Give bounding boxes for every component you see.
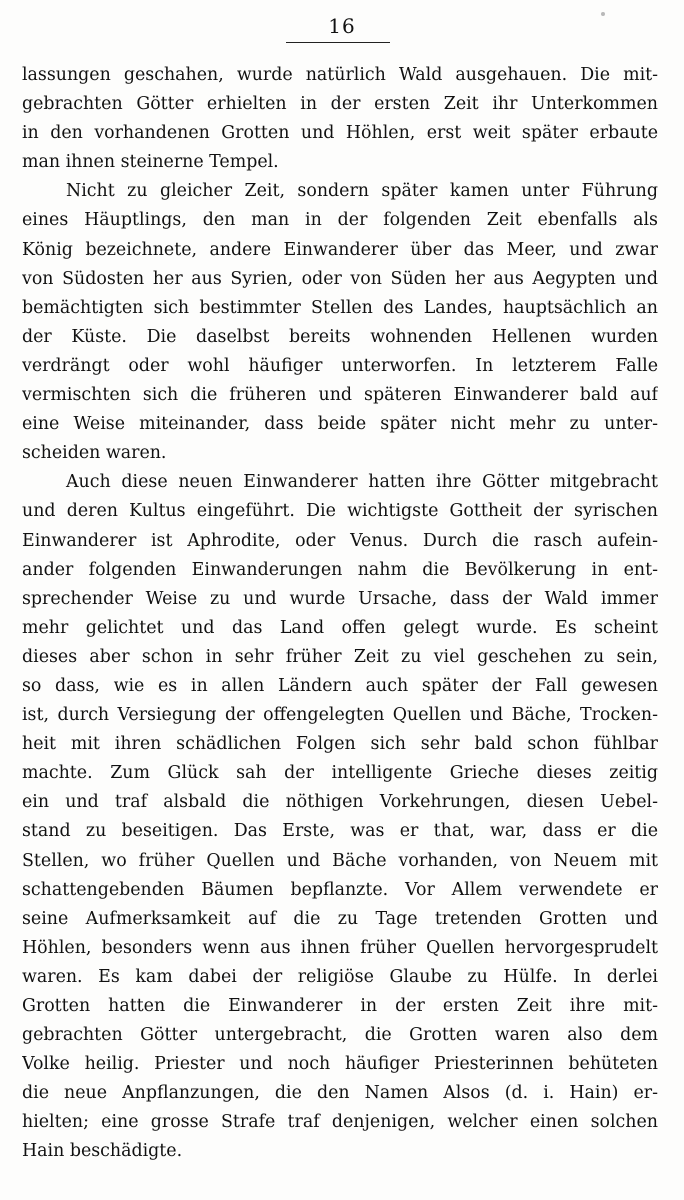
text-line: scheiden waren. [22,443,167,464]
text-line: gebrachten Götter erhielten in der ersten Zeit ihr Unterkommen [22,94,658,115]
text-line: Stellen, wo früher Quellen und Bäche vorhanden, von Neuem mit [22,850,658,871]
text-line: eines Häuptlings, den man in der folgenden Zeit ebenfalls als [22,210,658,231]
text-line: sprechender Weise zu und wurde Ursache, dass der Wald immer [22,588,658,609]
text-line: Höhlen, besonders wenn aus ihnen früher Quellen hervorgesprudelt [22,937,658,958]
text-line: seine Aufmerksamkeit auf die zu Tage tretenden Grotten und [22,908,658,929]
text-line: König bezeichnete, andere Einwanderer über das Meer, und zwar [22,239,658,260]
text-line: waren. Es kam dabei der religiöse Glaube zu Hülfe. In derlei [22,966,658,987]
text-line: verdrängt oder wohl häufiger unterworfen. In letzterem Falle [22,355,658,376]
text-line: stand zu beseitigen. Das Erste, was er that, war, dass er die [22,821,658,842]
text-line: Volke heilig. Priester und noch häufiger Priesterinnen behüteten [22,1054,658,1075]
text-line: Grotten hatten die Einwanderer in der ersten Zeit ihre mit- [22,996,658,1016]
text-line: gebrachten Götter untergebracht, die Grotten waren also dem [22,1025,658,1046]
text-line: lassungen geschahen, wurde natürlich Wald ausgehauen. Die mit- [22,65,658,85]
text-line: in den vorhandenen Grotten und Höhlen, erst weit später erbaute [22,123,658,144]
text-line: hielten; eine grosse Strafe traf denjenigen, welcher einen solchen [22,1112,658,1133]
header-rule [286,42,390,43]
body-text [22,61,658,1167]
text-line: Hain beschädigte. [22,1141,183,1162]
text-line: so dass, wie es in allen Ländern auch später der Fall gewesen [22,675,658,696]
text-line: Auch diese neuen Einwanderer hatten ihre Götter mitgebracht [66,472,658,493]
text-line: von Südosten her aus Syrien, oder von Süden her aus Aegypten und [22,268,658,289]
text-line: ander folgenden Einwanderungen nahm die Bevölkerung in ent- [22,559,658,580]
text-line: die neue Anpflanzungen, die den Namen Alsos (d. i. Hain) er- [22,1083,658,1104]
text-line: man ihnen steinerne Tempel. [22,152,279,173]
text-line: eine Weise miteinander, dass beide später nicht mehr zu unter- [22,414,658,435]
text-line: ist, durch Versiegung der offengelegten Quellen und Bäche, Trocken- [22,705,658,726]
text-line: Nicht zu gleicher Zeit, sondern später kamen unter Führung [66,181,658,202]
text-line: heit mit ihren schädlichen Folgen sich sehr bald schon fühlbar [22,734,658,755]
text-line: und deren Kultus eingeführt. Die wichtigste Gottheit der syrischen [22,501,658,522]
text-line: machte. Zum Glück sah der intelligente Grieche dieses zeitig [22,763,658,784]
text-line: mehr gelichtet und das Land offen gelegt wurde. Es scheint [22,617,658,638]
page-number: 16 [328,14,356,38]
text-line: der Küste. Die daselbst bereits wohnenden Hellenen wurden [22,326,658,347]
text-line: dieses aber schon in sehr früher Zeit zu viel geschehen zu sein, [22,646,658,667]
text-line: schattengebenden Bäumen bepflanzte. Vor Allem verwendete er [22,879,658,900]
text-line: bemächtigten sich bestimmter Stellen des Landes, hauptsächlich an [22,297,658,318]
text-line: Einwanderer ist Aphrodite, oder Venus. Durch die rasch aufein- [22,530,658,551]
text-line: vermischten sich die früheren und späteren Einwanderer bald auf [22,385,658,406]
text-line: ein und traf alsbald die nöthigen Vorkehrungen, diesen Uebel- [22,792,658,813]
